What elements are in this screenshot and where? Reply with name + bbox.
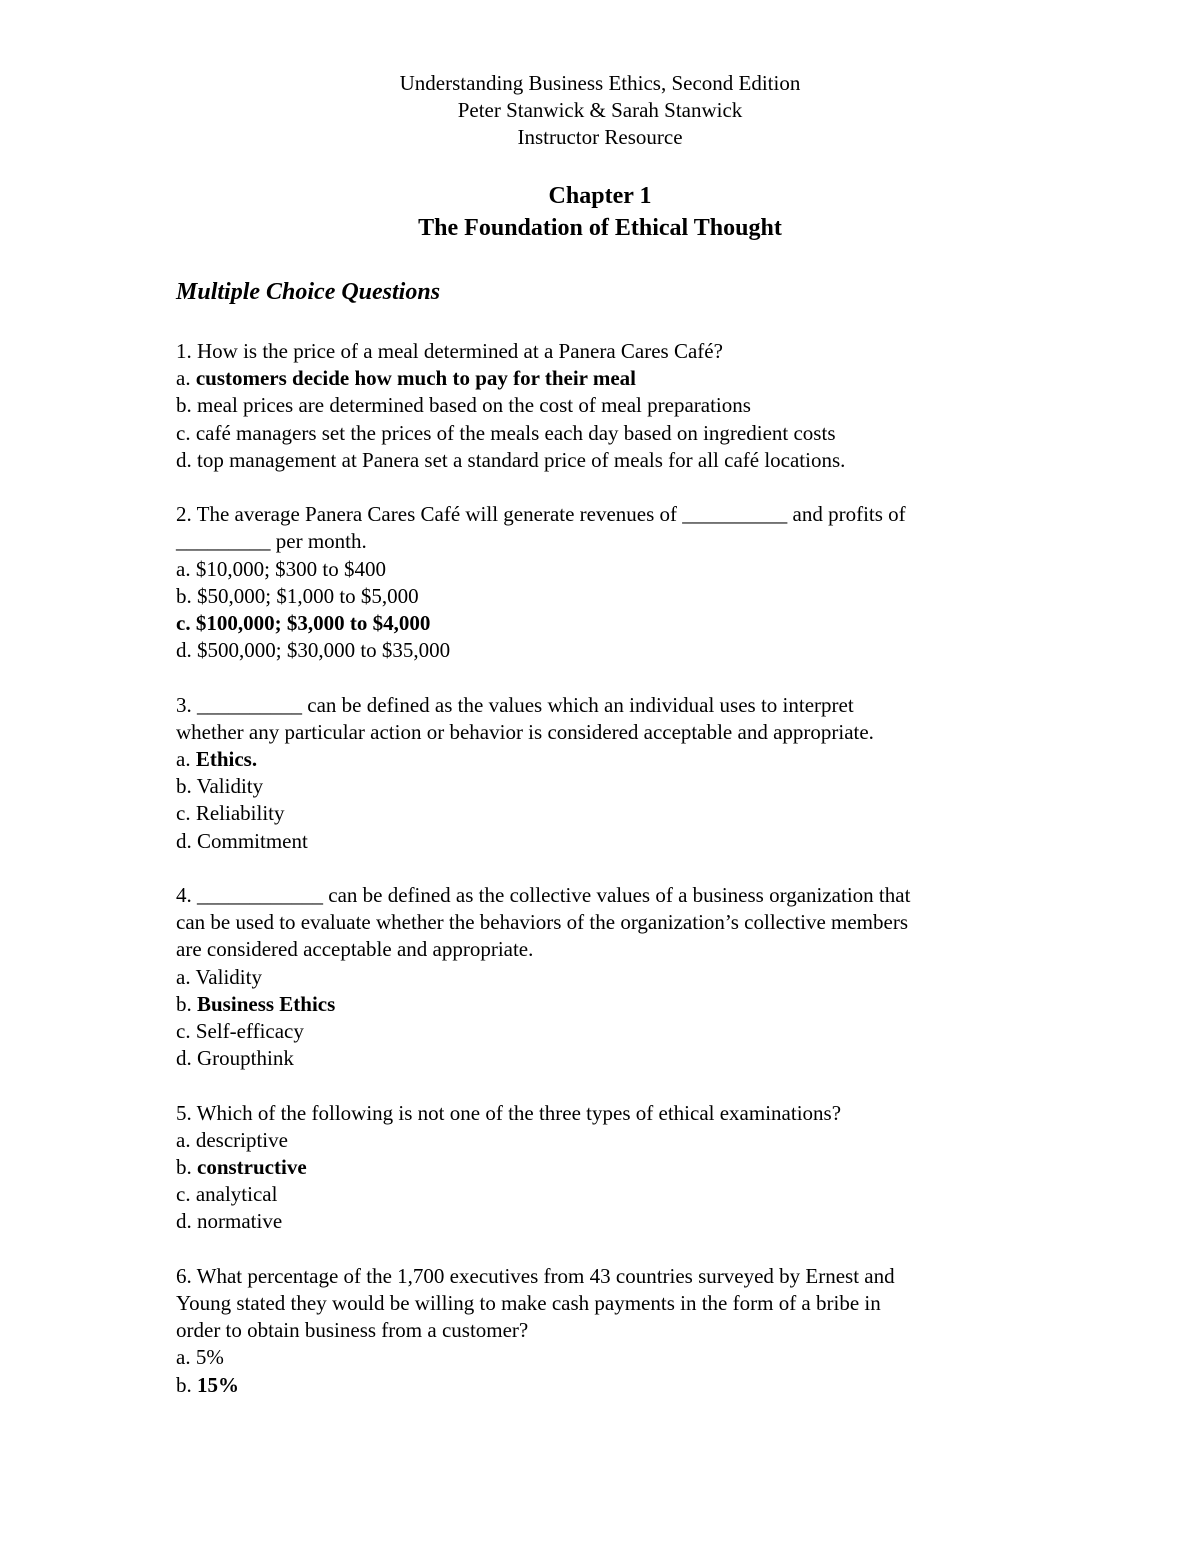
book-title: Understanding Business Ethics, Second Edition bbox=[399, 71, 801, 95]
answer-option bbox=[176, 583, 1036, 610]
option-letter: a. bbox=[176, 964, 196, 989]
answer-option bbox=[176, 1154, 1036, 1181]
correct-answer-text: Business Ethics bbox=[197, 991, 336, 1016]
answer-option bbox=[176, 991, 1036, 1018]
option-letter: c. bbox=[176, 1019, 196, 1044]
option-letter: a. bbox=[176, 1127, 196, 1152]
answer-option bbox=[176, 964, 1036, 991]
question-4 bbox=[176, 882, 1036, 1072]
option-letter: c. bbox=[176, 611, 196, 636]
answer-option bbox=[176, 800, 1036, 827]
correct-answer-text: $100,000; $3,000 to $4,000 bbox=[195, 611, 431, 636]
answer-option bbox=[176, 1127, 1036, 1154]
question-text: 6. What percentage of the 1,700 executives from 43 countries surveyed by Ernest and bbox=[176, 1263, 895, 1288]
chapter-title: The Foundation of Ethical Thought bbox=[418, 215, 782, 241]
option-text: $50,000; $1,000 to $5,000 bbox=[197, 583, 419, 608]
question-5 bbox=[176, 1100, 1036, 1236]
question-2 bbox=[176, 501, 1036, 664]
option-text: analytical bbox=[195, 1182, 278, 1207]
option-letter: b. bbox=[176, 774, 197, 799]
answer-option bbox=[176, 1018, 1036, 1045]
option-letter: a. bbox=[176, 366, 196, 391]
correct-answer-text: customers decide how much to pay for their meal bbox=[195, 366, 636, 391]
resource-label: Instructor Resource bbox=[517, 125, 683, 149]
option-letter: d. bbox=[176, 828, 197, 853]
question-text: are considered acceptable and appropriate. bbox=[176, 937, 534, 962]
option-text: Reliability bbox=[195, 801, 285, 826]
question-text: can be used to evaluate whether the behaviors of the organization’s collective members bbox=[176, 910, 909, 935]
answer-option bbox=[176, 828, 1036, 855]
option-text: Self-efficacy bbox=[195, 1019, 304, 1044]
question-text: 5. Which of the following is not one of the three types of ethical examinations? bbox=[176, 1100, 842, 1125]
option-letter: a. bbox=[176, 1345, 196, 1370]
section-title: Multiple Choice Questions bbox=[176, 279, 441, 305]
option-letter: d. bbox=[176, 1209, 197, 1234]
question-text: _________ per month. bbox=[176, 529, 367, 554]
answer-option bbox=[176, 420, 1036, 447]
question-6 bbox=[176, 1263, 1036, 1399]
option-text: café managers set the prices of the meals each day based on ingredient costs bbox=[195, 420, 836, 445]
answer-option bbox=[176, 365, 1036, 392]
question-text: 4. ____________ can be defined as the collective values of a business organization that bbox=[176, 883, 911, 908]
answer-option bbox=[176, 1181, 1036, 1208]
correct-answer-text: constructive bbox=[197, 1155, 307, 1180]
question-text: 1. How is the price of a meal determined at a Panera Cares Café? bbox=[176, 339, 723, 363]
answer-option bbox=[176, 556, 1036, 583]
answer-option bbox=[176, 773, 1036, 800]
answer-option bbox=[176, 447, 1036, 474]
answer-option bbox=[176, 392, 1036, 419]
option-letter: a. bbox=[176, 556, 196, 581]
answer-option bbox=[176, 610, 1036, 637]
option-text: Commitment bbox=[197, 828, 308, 853]
option-text: Groupthink bbox=[197, 1046, 294, 1071]
answer-option bbox=[176, 1372, 1036, 1399]
option-letter: b. bbox=[176, 991, 197, 1016]
correct-answer-text: 15% bbox=[197, 1372, 239, 1397]
option-letter: a. bbox=[176, 747, 196, 772]
option-letter: c. bbox=[176, 420, 196, 445]
answer-option bbox=[176, 746, 1036, 773]
option-text: $10,000; $300 to $400 bbox=[195, 556, 386, 581]
option-text: normative bbox=[197, 1209, 283, 1234]
answer-option bbox=[176, 637, 1036, 664]
question-text: Young stated they would be willing to make cash payments in the form of a bribe in bbox=[176, 1291, 881, 1316]
correct-answer-text: Ethics. bbox=[195, 747, 258, 772]
question-text: 2. The average Panera Cares Café will generate revenues of __________ and profits of bbox=[176, 502, 906, 527]
option-text: 5% bbox=[195, 1345, 224, 1370]
answer-option bbox=[176, 1045, 1036, 1072]
option-letter: b. bbox=[176, 583, 197, 608]
option-letter: b. bbox=[176, 1372, 197, 1397]
question-text: whether any particular action or behavior is considered acceptable and appropriate. bbox=[176, 719, 874, 744]
option-letter: d. bbox=[176, 638, 197, 663]
chapter-heading bbox=[0, 180, 1200, 244]
answer-option bbox=[176, 1344, 1036, 1371]
question-text: order to obtain business from a customer? bbox=[176, 1318, 529, 1343]
option-text: $500,000; $30,000 to $35,000 bbox=[197, 638, 451, 663]
question-3 bbox=[176, 692, 1036, 855]
option-letter: d. bbox=[176, 447, 197, 472]
answer-option bbox=[176, 1208, 1036, 1235]
question-1 bbox=[176, 338, 1036, 474]
document-header bbox=[0, 70, 1200, 151]
question-text: 3. __________ can be defined as the values which an individual uses to interpret bbox=[176, 692, 854, 717]
option-letter: d. bbox=[176, 1046, 197, 1071]
option-text: Validity bbox=[196, 774, 264, 799]
option-letter: b. bbox=[176, 1155, 197, 1180]
question-list bbox=[176, 338, 1036, 1426]
option-letter: c. bbox=[176, 1182, 196, 1207]
option-text: top management at Panera set a standard price of meals for all café locations. bbox=[197, 447, 846, 472]
option-letter: c. bbox=[176, 801, 196, 826]
option-text: descriptive bbox=[195, 1127, 288, 1152]
chapter-number: Chapter 1 bbox=[548, 183, 652, 209]
book-authors: Peter Stanwick & Sarah Stanwick bbox=[457, 98, 743, 122]
option-letter: b. bbox=[176, 393, 197, 418]
option-text: meal prices are determined based on the cost of meal preparations bbox=[197, 393, 751, 418]
option-text: Validity bbox=[195, 964, 262, 989]
